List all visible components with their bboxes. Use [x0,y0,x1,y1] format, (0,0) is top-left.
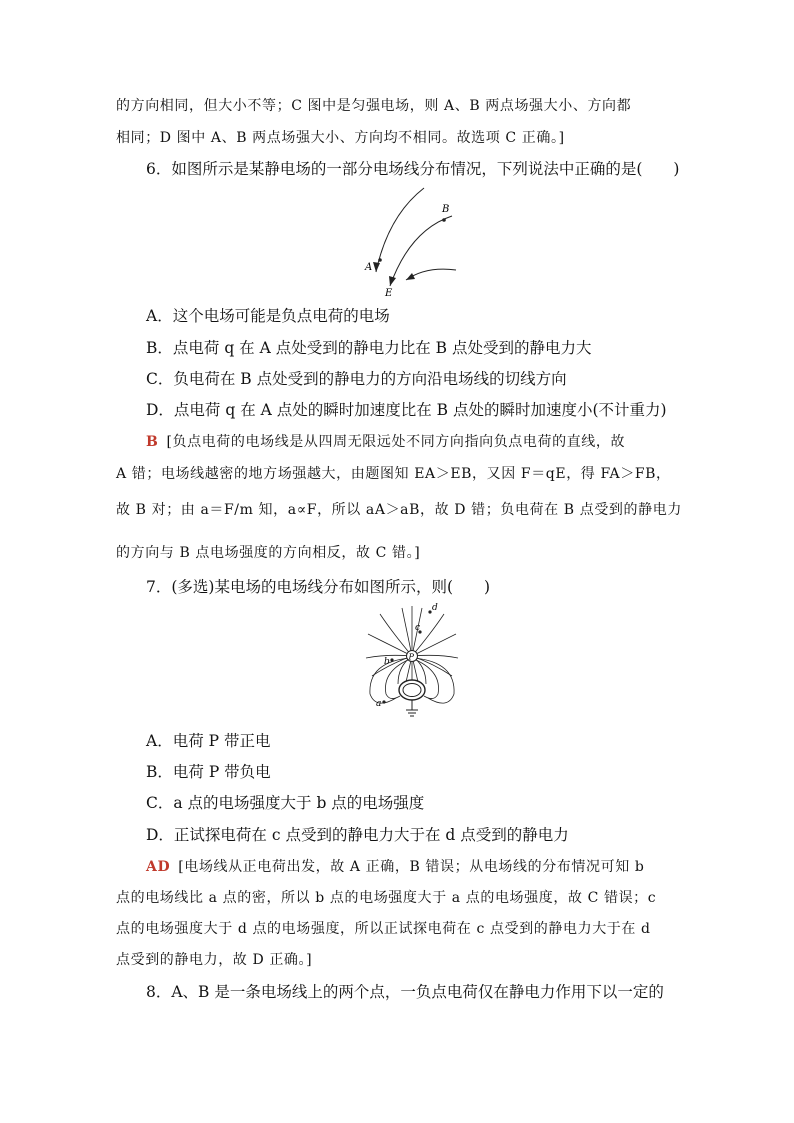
q6-solution-line: A 错；电场线越密的地方场强越大，由题图知 EA＞EB，又因 F＝qE，得 FA＞FB， [116,466,671,482]
field-e-label: E [385,288,393,298]
q6-option-c: C．负电荷在 B 点处受到的静电力的方向沿电场线的切线方向 [146,370,567,388]
q7-solution-line: 点受到的静电力，故 D 正确。] [116,952,313,968]
text-line: 的方向相同，但大小不等；C 图中是匀强电场，则 A、B 两点场强大小、方向都 [116,98,632,114]
q7-answer: AD [146,859,171,875]
point-b-label: b [384,657,390,667]
point-a-label: a [376,699,382,709]
q7-option-a: A．电荷 P 带正电 [146,732,271,750]
q6-solution-line [146,432,682,452]
q6-option-d: D．点电荷 q 在 A 点处的瞬时加速度比在 B 点处的瞬时加速度小(不计重力) [146,401,667,419]
q7-solution-text: [电场线从正电荷出发，故 A 正确，B 错误；从电场线的分布情况可知 b [178,859,645,875]
point-c-label: c [415,623,421,633]
point-a-label: A [365,262,373,273]
q7-solution-line: 点的电场线比 a 点的密，所以 b 点的电场强度大于 a 点的电场强度，故 C 错误；c [116,890,657,906]
q7-option-c: C．a 点的电场强度大于 b 点的电场强度 [146,794,425,812]
q6-option-a: A．这个电场可能是负点电荷的电场 [146,307,390,325]
question-6-stem: 6．如图所示是某静电场的一部分电场线分布情况，下列说法中正确的是( ) [146,160,680,178]
point-d-label: d [432,603,438,613]
question-8-stem: 8．A、B 是一条电场线上的两个点，一负点电荷仅在静电力作用下以一定的 [146,983,664,1001]
q6-solution-line: 故 B 对；由 a＝F/m 知，a∝F，所以 aA＞aB，故 D 错；负电荷在 B 点受到的静电力 [116,502,682,518]
q7-solution-line: 点的电场强度大于 d 点的电场强度，所以正试探电荷在 c 点受到的静电力大于在 d [116,921,651,937]
point-b-label: B [442,204,450,215]
q7-solution-line [146,857,682,877]
q6-solution-text: [负点电荷的电场线是从四周无限远处不同方向指向负点电荷的直线，故 [166,434,626,450]
q7-option-b: B．电荷 P 带负电 [146,763,271,781]
text-line: 相同；D 图中 A、B 两点场强大小、方向均不相同。故选项 C 正确。] [116,130,565,146]
question-7-stem: 7．(多选)某电场的电场线分布如图所示，则( ) [146,578,491,596]
q6-answer: B [146,434,159,450]
charge-p-label: P [408,652,414,662]
q6-solution-line: 的方向与 B 点电场强度的方向相反，故 C 错。] [116,545,421,561]
field-lines-figure-q6 [360,186,470,298]
field-lines-figure-q7 [362,602,462,724]
q6-option-b: B．点电荷 q 在 A 点处受到的静电力比在 B 点处受到的静电力大 [146,339,592,357]
q7-option-d: D．正试探电荷在 c 点受到的静电力大于在 d 点受到的静电力 [146,826,569,844]
